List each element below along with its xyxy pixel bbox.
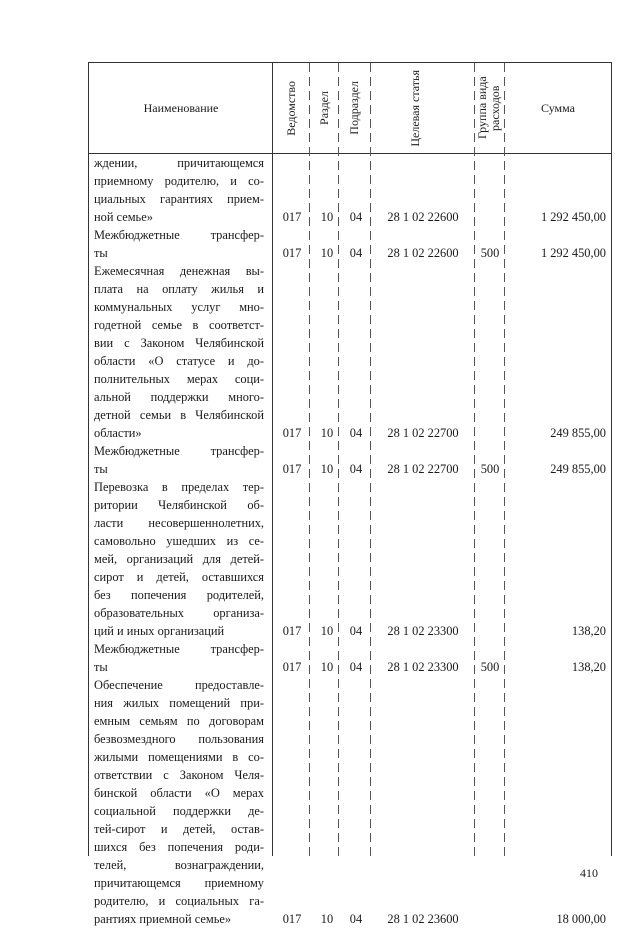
- name-line: циальных гарантиях прием-: [94, 192, 264, 206]
- cell-celevaya: 28 1 02 23600: [387, 912, 459, 926]
- cell-gruppa: [476, 208, 504, 226]
- name-line: рантиях приемной семье»: [94, 912, 232, 926]
- header-podrazdel: [339, 63, 370, 153]
- header-razdel-text: Раздел: [316, 91, 331, 125]
- col-border-left: [88, 63, 89, 856]
- col-border-name: [272, 63, 273, 856]
- cell-razdel: 10: [320, 660, 334, 674]
- cell-celevaya: 28 1 02 23300: [387, 624, 459, 638]
- cell-summa: 249 855,00: [550, 462, 606, 476]
- cell-vedomstvo: 017: [282, 426, 302, 440]
- cell-podrazdel: 04: [349, 210, 363, 224]
- cell-vedomstvo: 017: [282, 210, 302, 224]
- table-row-name: [94, 478, 264, 640]
- cell-celevaya: 28 1 02 22600: [387, 246, 459, 260]
- name-line: без попечения родителей,: [94, 588, 264, 602]
- cell-razdel: 10: [320, 426, 334, 440]
- name-line: мей, организаций для детей-: [94, 552, 264, 566]
- cell-podrazdel: 04: [349, 660, 363, 674]
- cell-podrazdel: 04: [349, 462, 363, 476]
- cell-celevaya: 28 1 02 22600: [387, 210, 459, 224]
- name-line: годетной семье в соответст-: [94, 318, 264, 332]
- name-line: ритории Челябинской об-: [94, 498, 264, 512]
- name-line: полнительных мерах соци-: [94, 372, 264, 386]
- cell-vedomstvo: 017: [282, 660, 302, 674]
- cell-gruppa: 500: [480, 660, 500, 674]
- table-row-name: [94, 442, 264, 478]
- name-line: самовольно ушедших из се-: [94, 534, 264, 548]
- name-line: причитающемся приемному: [94, 876, 264, 890]
- table-row-name: [94, 226, 264, 262]
- cell-vedomstvo: 017: [282, 462, 302, 476]
- name-line: вии с Законом Челябинской: [94, 336, 264, 350]
- name-line: емным семьям по договорам: [94, 714, 264, 728]
- name-line: родителю, и социальных га-: [94, 894, 264, 908]
- cell-celevaya: 28 1 02 22700: [387, 426, 459, 440]
- name-line: ты: [94, 660, 108, 674]
- name-line: ной семье»: [94, 210, 153, 224]
- cell-summa: 138,20: [571, 624, 606, 638]
- cell-gruppa: 500: [480, 462, 500, 476]
- cell-gruppa: [476, 910, 504, 928]
- table-row-name: [94, 154, 264, 226]
- name-line: шихся без попечения роди-: [94, 840, 264, 854]
- cell-celevaya: 28 1 02 22700: [387, 462, 459, 476]
- header-razdel: [310, 63, 338, 153]
- name-line: ты: [94, 462, 108, 476]
- cell-podrazdel: 04: [349, 624, 363, 638]
- cell-gruppa: 500: [480, 246, 500, 260]
- header-summa-text: Сумма: [541, 100, 575, 115]
- name-line: безвозмездного пользования: [94, 732, 264, 746]
- page-number: 410: [580, 866, 598, 880]
- name-line: тей-сирот и детей, остав-: [94, 822, 264, 836]
- name-line: ния жилых помещений при-: [94, 696, 264, 710]
- name-line: приемному родителю, и со-: [94, 174, 264, 188]
- name-line: детной семьи в Челябинской: [94, 408, 264, 422]
- name-line: социальной поддержки де-: [94, 804, 264, 818]
- cell-podrazdel: 04: [349, 912, 363, 926]
- name-line: ответствии с Законом Челя-: [94, 768, 264, 782]
- cell-summa: 1 292 450,00: [540, 246, 606, 260]
- cell-gruppa: [476, 424, 504, 442]
- name-line: Перевозка в пределах тер-: [94, 480, 264, 494]
- header-name-text: Наименование: [143, 100, 219, 115]
- cell-summa: 249 855,00: [550, 426, 606, 440]
- cell-gruppa: [476, 622, 504, 640]
- table-row-name: [94, 262, 264, 442]
- header-celevaya-text: Целевая статья: [407, 69, 422, 147]
- cell-razdel: 10: [320, 624, 334, 638]
- name-line: плата на оплату жилья и: [94, 282, 264, 296]
- cell-podrazdel: 04: [349, 426, 363, 440]
- header-vedomstvo: [273, 63, 309, 153]
- cell-summa: 1 292 450,00: [540, 210, 606, 224]
- header-gruppa-text: Группа вида расходов: [474, 76, 502, 140]
- header-celevaya: [371, 63, 474, 153]
- name-line: Ежемесячная денежная вы-: [94, 264, 264, 278]
- header-podrazdel-text: Подраздел: [347, 81, 361, 135]
- table-row-name: [94, 676, 264, 928]
- name-line: бинской области «О мерах: [94, 786, 264, 800]
- name-line: Обеспечение предоставле-: [94, 678, 264, 692]
- name-line: жилыми помещениями в со-: [94, 750, 264, 764]
- cell-vedomstvo: 017: [282, 912, 302, 926]
- col-border-grp: [504, 63, 505, 856]
- name-line: телей, вознаграждении,: [94, 858, 264, 872]
- header-summa: [505, 63, 611, 153]
- name-line: Межбюджетные трансфер-: [94, 444, 264, 458]
- name-line: ждении, причитающемся: [94, 156, 264, 170]
- cell-razdel: 10: [320, 210, 334, 224]
- cell-podrazdel: 04: [349, 246, 363, 260]
- cell-summa: 138,20: [571, 660, 606, 674]
- cell-razdel: 10: [320, 462, 334, 476]
- cell-summa: 18 000,00: [556, 912, 606, 926]
- name-line: коммунальных услуг мно-: [94, 300, 264, 314]
- name-line: сирот и детей, оставшихся: [94, 570, 264, 584]
- name-line: области»: [94, 426, 142, 440]
- cell-razdel: 10: [320, 246, 334, 260]
- name-line: ты: [94, 246, 108, 260]
- name-line: образовательных организа-: [94, 606, 264, 620]
- col-border-ved: [309, 63, 310, 856]
- name-line: Межбюджетные трансфер-: [94, 642, 264, 656]
- name-line: альной поддержки много-: [94, 390, 264, 404]
- cell-razdel: 10: [320, 912, 334, 926]
- table-row-name: [94, 640, 264, 676]
- name-line: ций и иных организаций: [94, 624, 225, 638]
- name-line: ласти несовершеннолетних,: [94, 516, 264, 530]
- header-gruppa: [475, 63, 504, 153]
- header-vedomstvo-text: Ведомство: [283, 80, 298, 136]
- name-line: Межбюджетные трансфер-: [94, 228, 264, 242]
- cell-vedomstvo: 017: [282, 246, 302, 260]
- cell-vedomstvo: 017: [282, 624, 302, 638]
- header-name: [90, 63, 272, 153]
- cell-celevaya: 28 1 02 23300: [387, 660, 459, 674]
- name-line: области «О статусе и до-: [94, 354, 264, 368]
- col-border-right: [611, 63, 612, 856]
